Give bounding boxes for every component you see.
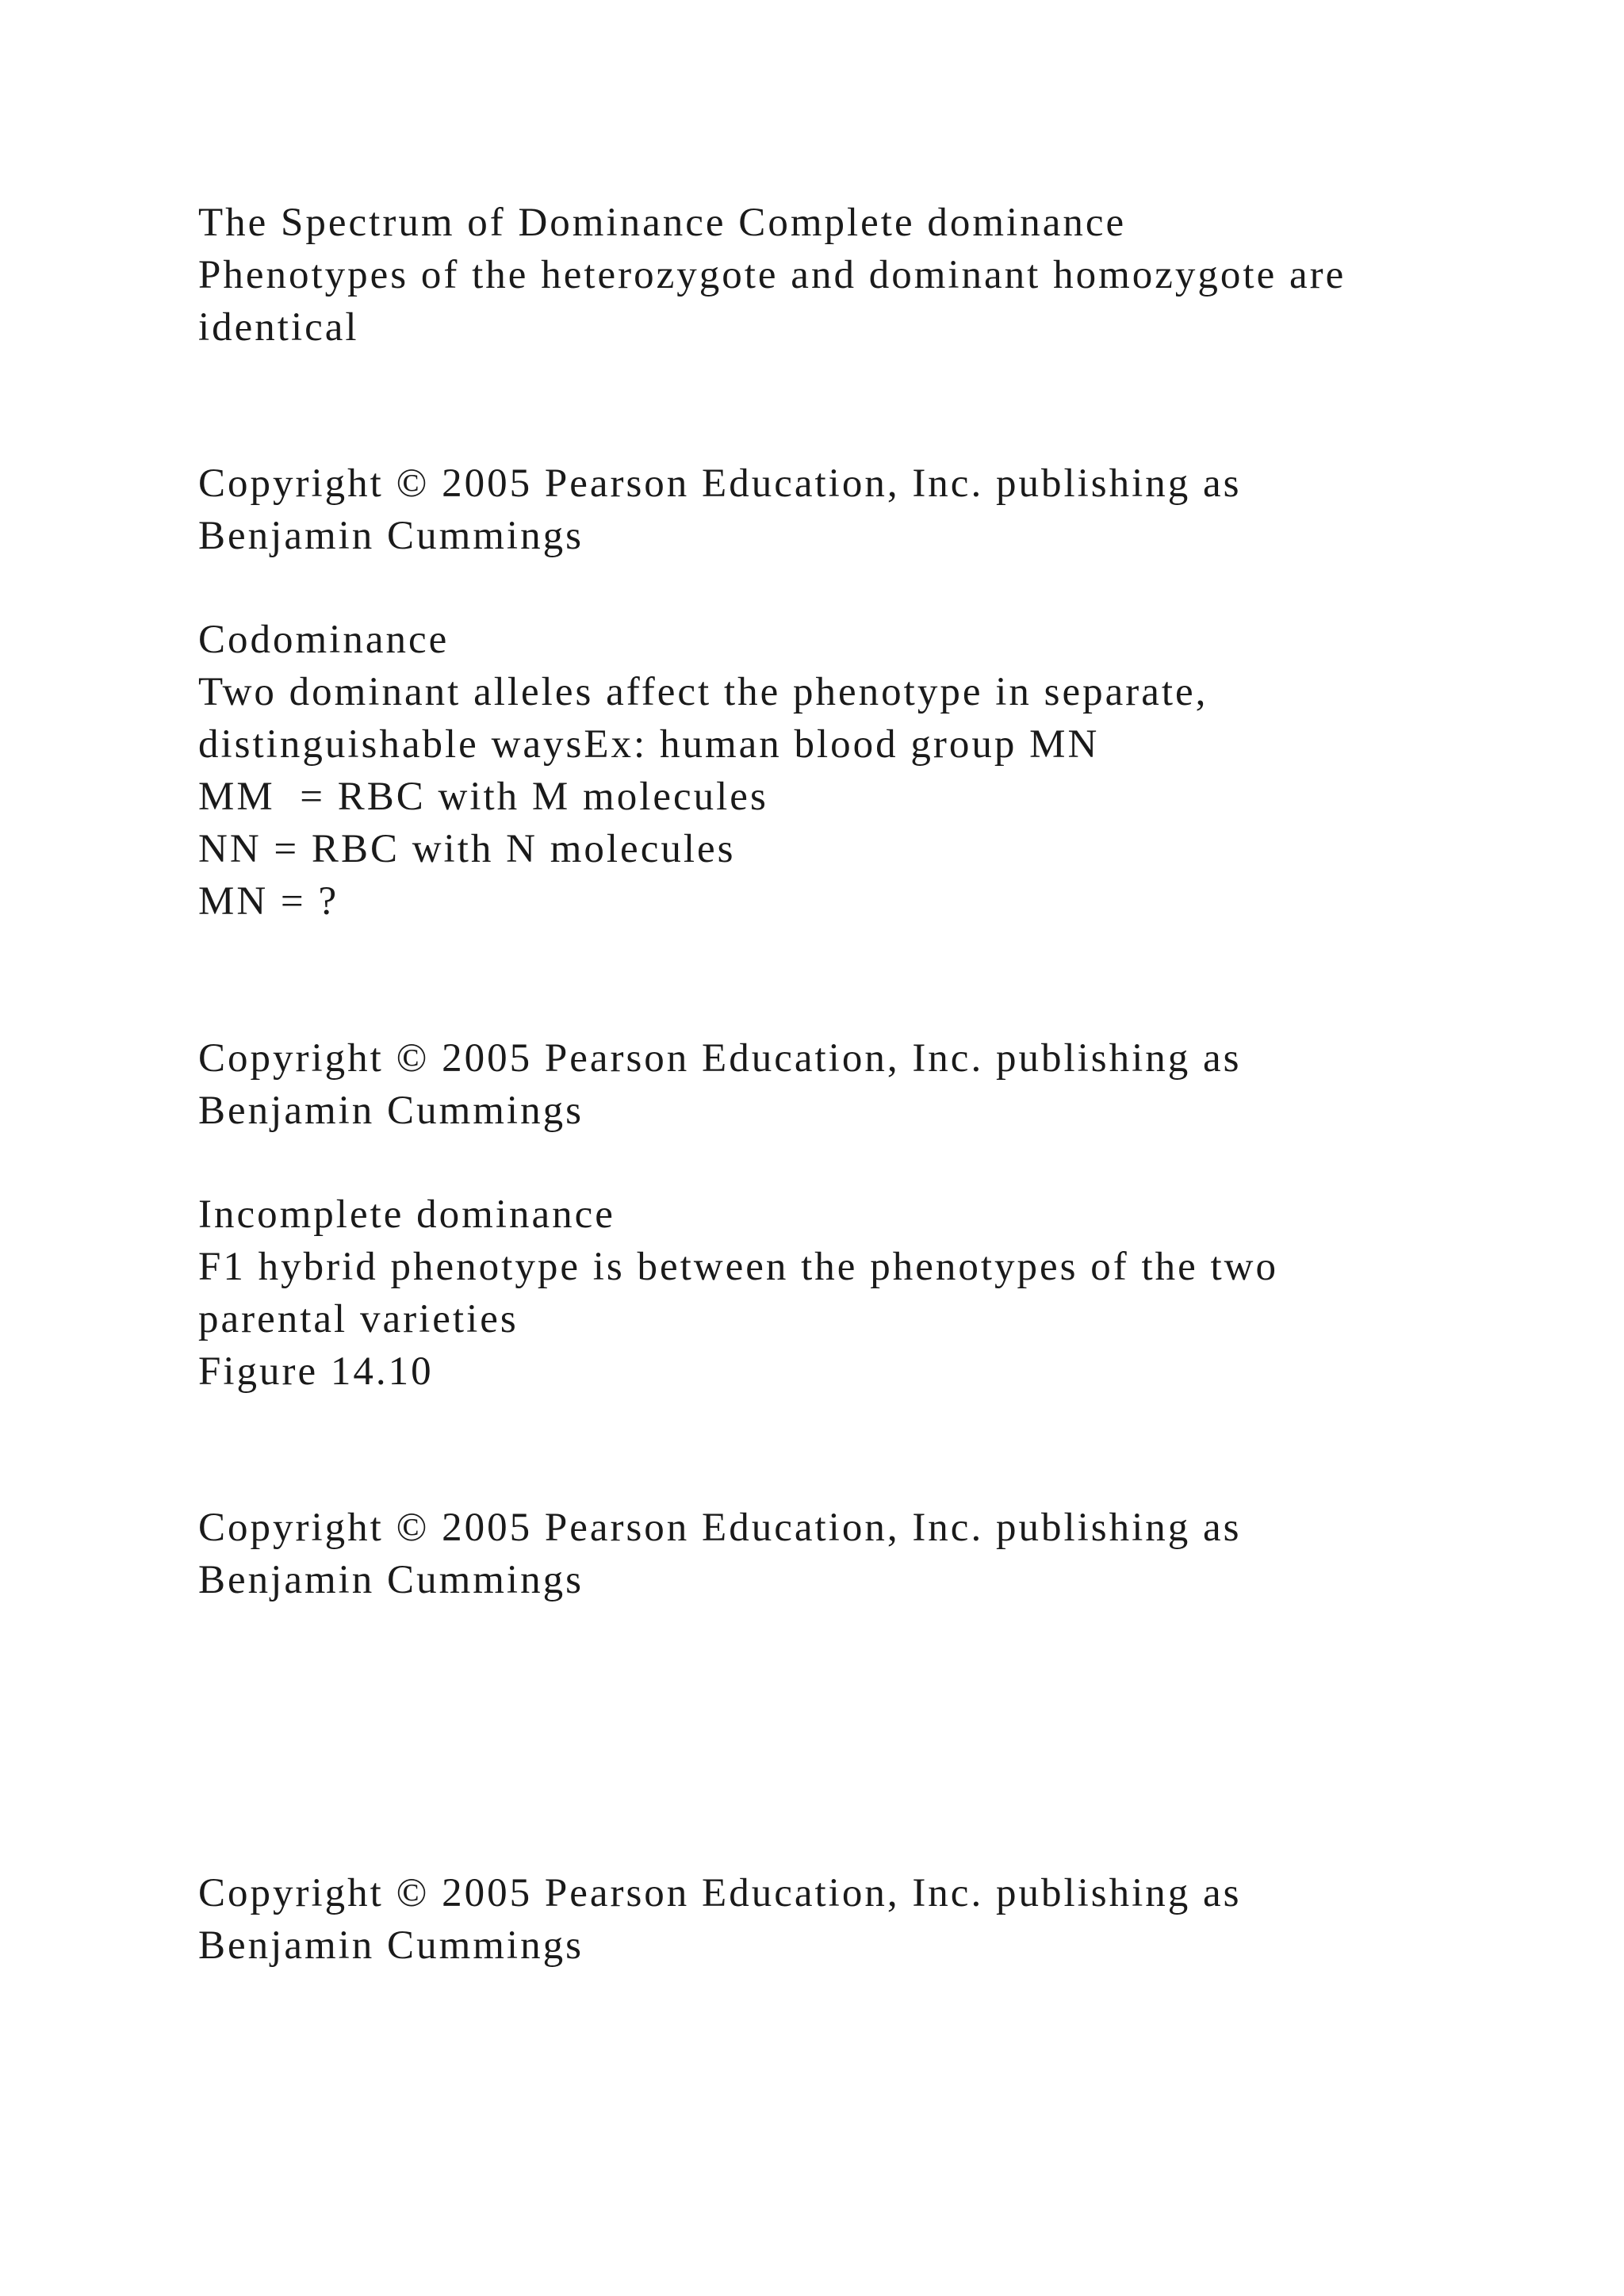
copyright-publisher: Benjamin Cummings (198, 1558, 584, 1602)
body-text-line: F1 hybrid phenotype is between the phenotypes of the two (198, 1245, 1279, 1289)
body-text-line: MN = ? (198, 879, 339, 924)
copyright-publisher: Benjamin Cummings (198, 1923, 584, 1968)
copyright-line: Copyright © 2005 Pearson Education, Inc. publishing as (198, 461, 1242, 506)
body-text-line: identical (198, 305, 359, 350)
body-text-line: Two dominant alleles affect the phenotype in separate, (198, 670, 1208, 714)
copyright-line: Copyright © 2005 Pearson Education, Inc. publishing as (198, 1036, 1242, 1081)
section-heading: Incomplete dominance (198, 1192, 615, 1237)
slide-title-line: The Spectrum of Dominance Complete dominance (198, 201, 1127, 245)
copyright-line: Copyright © 2005 Pearson Education, Inc. publishing as (198, 1506, 1242, 1550)
copyright-publisher: Benjamin Cummings (198, 514, 584, 558)
copyright-line: Copyright © 2005 Pearson Education, Inc. publishing as (198, 1871, 1242, 1915)
body-text-line: distinguishable waysEx: human blood group MN (198, 722, 1100, 767)
body-text-line: MM = RBC with M molecules (198, 775, 768, 819)
copyright-publisher: Benjamin Cummings (198, 1089, 584, 1133)
body-text-line: NN = RBC with N molecules (198, 827, 736, 871)
body-text-line: Phenotypes of the heterozygote and dominant homozygote are (198, 253, 1346, 297)
body-text-line: parental varieties (198, 1297, 519, 1341)
section-heading: Codominance (198, 618, 450, 662)
figure-reference: Figure 14.10 (198, 1349, 434, 1394)
